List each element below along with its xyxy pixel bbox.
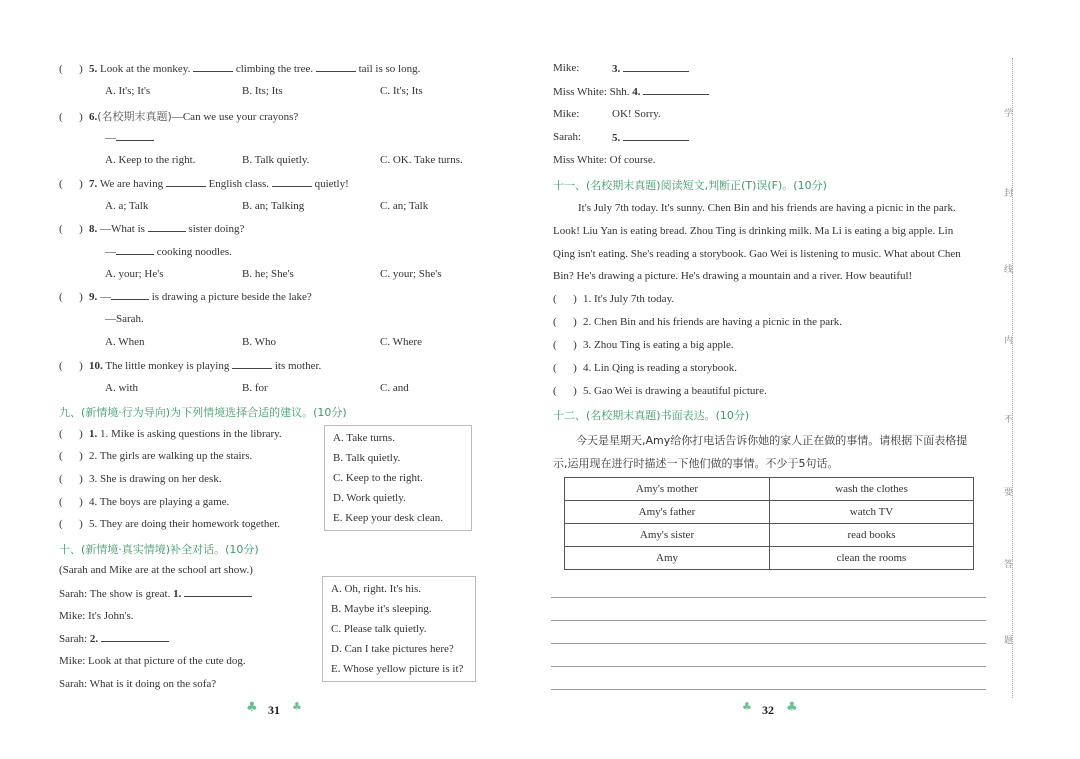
table-cell: Amy's sister	[565, 524, 770, 547]
option: A. a; Talk	[105, 200, 149, 212]
option: E. Keep your desk clean.	[333, 512, 443, 524]
tree-icon: ♣	[786, 700, 798, 715]
dialog-line: Mike:	[553, 108, 580, 120]
dialog-line: Miss White: Of course.	[553, 154, 656, 166]
writing-line[interactable]	[551, 597, 986, 598]
passage-line: Bin? He's drawing a picture. He's drawing a mountain and a river. How beautiful!	[553, 270, 913, 282]
table-row	[565, 524, 974, 547]
tf-item: ( ) 3. Zhou Ting is eating a big apple.	[553, 339, 734, 351]
question-10: ( ) 10. The little monkey is playing its mother.	[59, 360, 322, 372]
table-row	[565, 478, 974, 501]
s9-item: ( ) 4. The boys are playing a game.	[59, 496, 230, 508]
option: C. Keep to the right.	[333, 472, 423, 484]
margin-char: 学	[1004, 109, 1014, 119]
option: C. your; She's	[380, 268, 442, 280]
s9-item: ( ) 1. 1. Mike is asking questions in the library.	[59, 428, 282, 440]
table-cell: Amy's father	[565, 501, 770, 524]
option: B. Talk quietly.	[333, 452, 401, 464]
dialog-line: Sarah: 2.	[59, 632, 169, 645]
writing-line[interactable]	[551, 666, 986, 667]
question-5: ( ) 5. Look at the monkey. climbing the tree. tail is so long.	[59, 63, 421, 75]
tree-icon: ♣	[246, 700, 258, 715]
tf-item: ( ) 1. It's July 7th today.	[553, 293, 675, 305]
dialog-line: Miss White: Shh. 4.	[553, 85, 709, 98]
tree-icon: ♣	[292, 700, 302, 713]
dialog-line: Mike: Look at that picture of the cute dog.	[59, 655, 246, 667]
option: B. Talk quietly.	[242, 154, 310, 166]
table-cell: watch TV	[770, 501, 974, 524]
question-8: ( ) 8. —What is sister doing?	[59, 223, 245, 235]
table-cell: Amy's mother	[565, 478, 770, 501]
option: D. Work quietly.	[333, 492, 406, 504]
question-7: ( ) 7. We are having English class. quietly!	[59, 178, 349, 190]
answer-line: —Sarah.	[105, 313, 144, 325]
writing-prompt: 示,运用现在进行时描述一下他们做的事情。不少于5句话。	[553, 457, 839, 470]
dialog-line: Sarah: The show is great. 1.	[59, 587, 252, 600]
option: B. Its; Its	[242, 85, 283, 97]
writing-line[interactable]	[551, 689, 986, 690]
option: C. an; Talk	[380, 200, 429, 212]
tf-item: ( ) 2. Chen Bin and his friends are having a picnic in the park.	[553, 316, 843, 328]
dialog-text: OK! Sorry.	[612, 108, 661, 120]
dialog-line: Mike: It's John's.	[59, 610, 134, 622]
section-12-title: 十二、(名校期末真题)书面表达。(10分)	[553, 409, 750, 422]
binding-line	[1012, 58, 1013, 698]
section-9-title: 九、(新情境·行为导向)为下列情境选择合适的建议。(10分)	[59, 406, 347, 419]
option: C. OK. Take turns.	[380, 154, 463, 166]
table-cell: Amy	[565, 547, 770, 570]
option: C. It's; Its	[380, 85, 423, 97]
option: B. Who	[242, 336, 277, 348]
option: B. Maybe it's sleeping.	[331, 603, 432, 615]
option: B. for	[242, 382, 268, 394]
passage-line: Qing isn't eating. She's reading a storybook. Gao Wei is listening to music. What about Chen	[553, 248, 961, 260]
question-9: ( ) 9. — is drawing a picture beside the lake?	[59, 291, 312, 303]
margin-char: 题	[1004, 636, 1014, 646]
option: A. with	[105, 382, 138, 394]
tf-item: ( ) 4. Lin Qing is reading a storybook.	[553, 362, 737, 374]
section-11-title: 十一、(名校期末真题)阅读短文,判断正(T)误(F)。(10分)	[553, 179, 827, 192]
answer-line: — cooking noodles.	[105, 246, 232, 258]
answer-line: —	[105, 131, 154, 144]
tf-item: ( ) 5. Gao Wei is drawing a beautiful picture.	[553, 385, 767, 397]
margin-char: 线	[1004, 265, 1014, 275]
page-number: 31	[268, 703, 280, 717]
margin-char: 答	[1004, 560, 1014, 570]
table-cell: read books	[770, 524, 974, 547]
section-10-title: 十、(新情境·真实情境)补全对话。(10分)	[59, 543, 259, 556]
s9-item: ( ) 5. They are doing their homework together.	[59, 518, 281, 530]
option: A. Oh, right. It's his.	[331, 583, 421, 595]
margin-char: 内	[1004, 336, 1014, 346]
passage-line: Look! Liu Yan is eating bread. Zhou Ting is drinking milk. Ma Li is eating a big apple. Lin	[553, 225, 954, 237]
margin-char: 不	[1004, 415, 1014, 425]
option: C. Where	[380, 336, 422, 348]
margin-char: 要	[1004, 488, 1014, 498]
option: C. and	[380, 382, 409, 394]
option: B. he; She's	[242, 268, 294, 280]
option: A. Take turns.	[333, 432, 395, 444]
option: C. Please talk quietly.	[331, 623, 427, 635]
table-row	[565, 501, 974, 524]
tree-icon: ♣	[742, 700, 752, 713]
s9-item: ( ) 2. The girls are walking up the stairs.	[59, 450, 253, 462]
writing-prompt: 今天是星期天,Amy给你打电话告诉你她的家人正在做的事情。请根据下面表格提	[576, 434, 968, 447]
dialog-line: Mike:	[553, 62, 580, 74]
table-cell: clean the rooms	[770, 547, 974, 570]
s9-options-box	[324, 425, 472, 531]
s10-options-box	[322, 576, 476, 682]
table-row	[565, 547, 974, 570]
page-number: 32	[762, 703, 774, 717]
option: A. Keep to the right.	[105, 154, 196, 166]
s10-intro: (Sarah and Mike are at the school art show.)	[59, 564, 253, 576]
option: E. Whose yellow picture is it?	[331, 663, 464, 675]
dialog-line: Sarah:	[553, 131, 582, 143]
s9-item: ( ) 3. She is drawing on her desk.	[59, 473, 222, 485]
option: A. When	[105, 336, 145, 348]
option: A. It's; It's	[105, 85, 151, 97]
writing-line[interactable]	[551, 643, 986, 644]
option: D. Can I take pictures here?	[331, 643, 454, 655]
option: A. your; He's	[105, 268, 164, 280]
passage-line: It's July 7th today. It's sunny. Chen Bin and his friends are having a picnic in the park.	[578, 202, 956, 214]
option: B. an; Talking	[242, 200, 305, 212]
dialog-line: 5.	[612, 131, 689, 144]
question-6: ( ) 6.(名校期末真题)—Can we use your crayons?	[59, 110, 299, 123]
table-cell: wash the clothes	[770, 478, 974, 501]
dialog-line: Sarah: What is it doing on the sofa?	[59, 678, 217, 690]
family-table	[564, 477, 974, 570]
dialog-line: 3.	[612, 62, 689, 75]
margin-char: 封	[1004, 189, 1014, 199]
writing-line[interactable]	[551, 620, 986, 621]
